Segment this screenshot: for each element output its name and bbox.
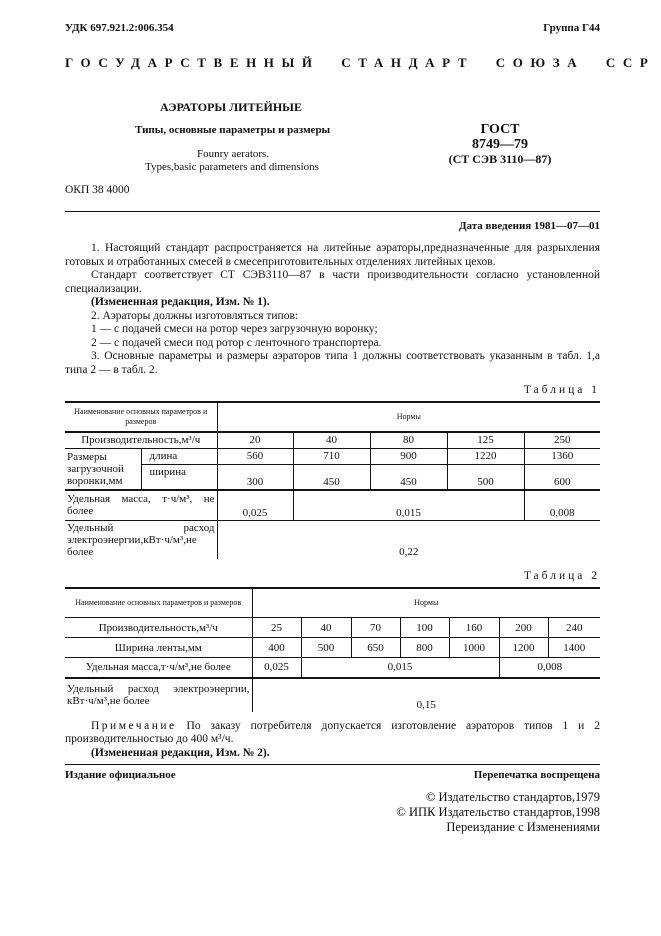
cell: 0,015 bbox=[293, 490, 524, 520]
title-en-1: Founry aerators. bbox=[197, 148, 270, 160]
header-param: Наименование основных параметров и размеров bbox=[65, 402, 217, 432]
capacity-label: Производительность,м³/ч bbox=[65, 432, 217, 448]
cell: 900 bbox=[370, 448, 447, 464]
copyright-1979: © Издательство стандартов,1979 bbox=[425, 790, 600, 804]
title-en-2: Types,basic parameters and dimensions bbox=[145, 161, 319, 173]
cell: 0,15 bbox=[416, 698, 436, 711]
copyright-1998: © ИПК Издательство стандартов,1998 bbox=[396, 805, 600, 819]
cell: 600 bbox=[524, 464, 600, 490]
mass-label: Удельная масса,т·ч/м³,не более bbox=[65, 658, 252, 678]
cell: 1220 bbox=[447, 448, 524, 464]
cell: 0,008 bbox=[499, 658, 600, 678]
paragraph-2: Стандарт соответствует СТ СЭВ3110—87 в части производительности согласно установленной специализации. bbox=[65, 269, 600, 295]
cell: 500 bbox=[447, 464, 524, 490]
paragraph-4: 1 — с подачей смеси на ротор через загрузочную воронку; bbox=[91, 323, 378, 335]
cell: 450 bbox=[293, 464, 370, 490]
cell: 40 bbox=[293, 432, 370, 448]
table-1 bbox=[65, 401, 600, 559]
cell: 450 bbox=[370, 464, 447, 490]
gost-number: 8749—79 bbox=[472, 137, 528, 152]
table-2 bbox=[65, 587, 600, 712]
divider bbox=[65, 764, 600, 765]
header-norms: Нормы bbox=[252, 588, 600, 618]
cell: 500 bbox=[301, 638, 351, 658]
cell: 25 bbox=[252, 618, 301, 638]
cell: 1400 bbox=[548, 638, 600, 658]
cell: 1360 bbox=[524, 448, 600, 464]
group-code: Группа Г44 bbox=[543, 22, 600, 34]
cell: 70 bbox=[351, 618, 400, 638]
cell: 560 bbox=[217, 448, 293, 464]
effective-date: Дата введения 1981—07—01 bbox=[458, 220, 600, 232]
size-label: Размеры загрузочной воронки,мм bbox=[65, 448, 141, 490]
cell: 710 bbox=[293, 448, 370, 464]
cell: 20 bbox=[217, 432, 293, 448]
mass-label: Удельная масса, т·ч/м³, не более bbox=[65, 490, 217, 520]
cell: 1000 bbox=[449, 638, 499, 658]
table1-label: Таблица 1 bbox=[523, 384, 600, 396]
okp-code: ОКП 38 4000 bbox=[65, 184, 130, 196]
header-norms: Нормы bbox=[217, 402, 600, 432]
standard-title: ГОСУДАРСТВЕННЫЙ СТАНДАРТ СОЮЗА ССР bbox=[65, 55, 656, 70]
cell: 200 bbox=[499, 618, 548, 638]
doc-subtitle: Типы, основные параметры и размеры bbox=[135, 124, 331, 136]
note bbox=[65, 720, 600, 747]
cell: 0,025 bbox=[217, 490, 293, 520]
udk-code: УДК 697.921.2:006.354 bbox=[65, 22, 174, 34]
energy-label: Удельный расход электроэнергии, кВт·ч/м³,не более bbox=[65, 678, 252, 712]
cell: 0,008 bbox=[524, 490, 600, 520]
official-edition: Издание официальное bbox=[65, 769, 176, 781]
cell: 125 bbox=[447, 432, 524, 448]
paragraph-1: 1. Настоящий стандарт распространяется на литейные аэраторы,предназначенные для разрыхления готовых и отработанных смесей в смесеприготовительных отделениях литейных цехов. bbox=[65, 242, 600, 268]
table2-label: Таблица 2 bbox=[523, 569, 600, 582]
cell: 300 bbox=[217, 464, 293, 490]
cell: 240 bbox=[548, 618, 600, 638]
belt-label: Ширина ленты,мм bbox=[65, 638, 252, 658]
cell: 800 bbox=[400, 638, 449, 658]
note-prefix: Примечание bbox=[91, 719, 177, 732]
length-label: длина bbox=[141, 448, 217, 464]
cell: 250 bbox=[524, 432, 600, 448]
cell: 80 bbox=[370, 432, 447, 448]
cell: 40 bbox=[301, 618, 351, 638]
reprint-prohibited: Перепечатка воспрещена bbox=[473, 769, 600, 781]
cell: 0,025 bbox=[252, 658, 301, 678]
cell: 100 bbox=[400, 618, 449, 638]
gost-label: ГОСТ bbox=[480, 122, 520, 137]
reissue-note: Переиздание с Изменениями bbox=[446, 820, 600, 834]
divider bbox=[65, 211, 600, 212]
capacity-label: Производительность,м³/ч bbox=[65, 618, 252, 638]
footer-row bbox=[65, 768, 600, 782]
energy-label: Удельный расход электроэнергии,кВт·ч/м³,не более bbox=[65, 520, 217, 559]
st-sev: (СТ СЭВ 3110—87) bbox=[448, 152, 552, 166]
width-label: ширина bbox=[141, 464, 217, 490]
cell: 400 bbox=[252, 638, 301, 658]
change-note-2: (Измененная редакция, Изм. № 2). bbox=[91, 746, 270, 759]
cell: 0,22 bbox=[399, 545, 419, 558]
copyright-block bbox=[65, 790, 600, 835]
paragraph-6: 3. Основные параметры и размеры аэраторов типа 1 должны соответствовать указанным в табл. 1,а типа 2 — в табл. 2. bbox=[65, 350, 600, 376]
cell: 0,015 bbox=[301, 658, 499, 678]
paragraph-3: 2. Аэраторы должны изготовляться типов: bbox=[91, 309, 299, 322]
change-note-1: (Измененная редакция, Изм. № 1). bbox=[91, 296, 270, 308]
doc-title: АЭРАТОРЫ ЛИТЕЙНЫЕ bbox=[160, 100, 302, 114]
note-text: По заказу потребителя допускается изготовление аэраторов типов 1 и 2 производительностью до 400 м³/ч. bbox=[65, 719, 600, 745]
cell: 650 bbox=[351, 638, 400, 658]
cell: 1200 bbox=[499, 638, 548, 658]
cell: 160 bbox=[449, 618, 499, 638]
header-param: Наименование основных параметров и размеров bbox=[65, 588, 252, 618]
gost-block bbox=[440, 122, 560, 167]
body-flow bbox=[65, 242, 600, 835]
paragraph-5: 2 — с подачей смеси под ротор с ленточного транспортера. bbox=[91, 336, 382, 349]
